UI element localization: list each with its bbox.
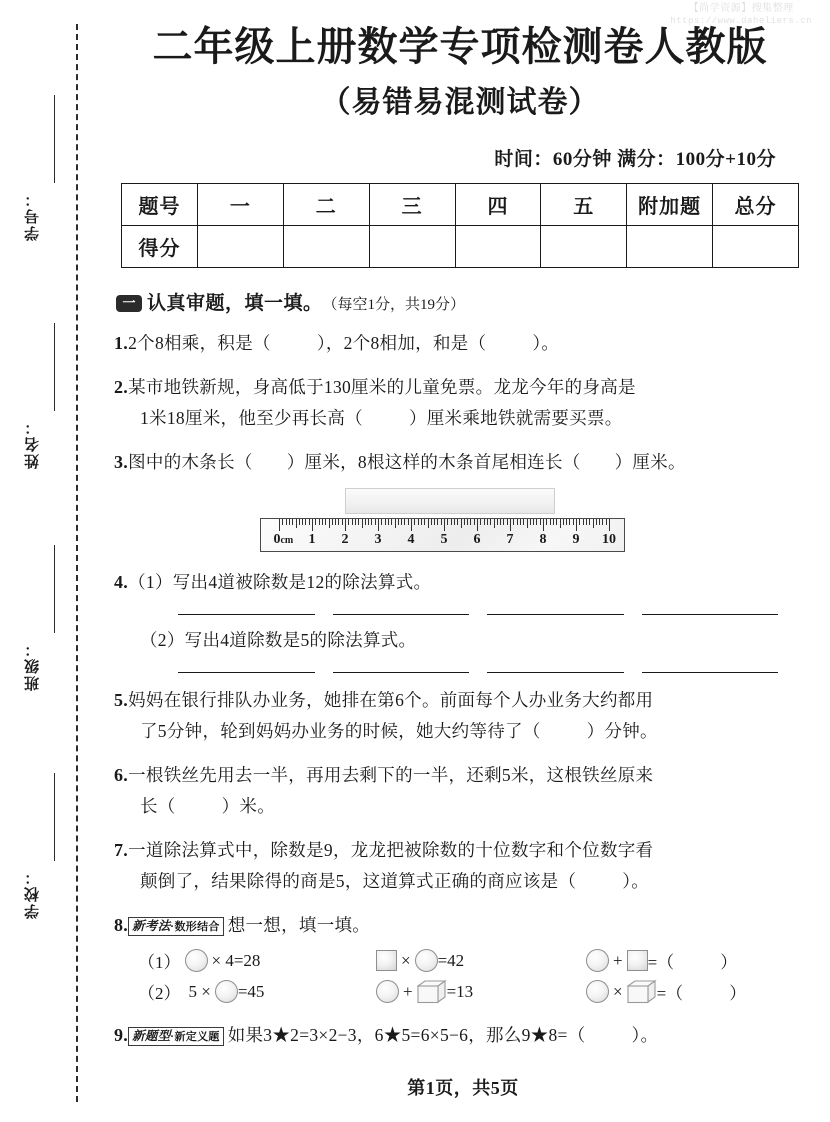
ruler-tick: [348, 519, 349, 525]
question-5-text-a: 了5分钟，轮到妈妈办业务的时候，她大约等待了（: [140, 721, 541, 741]
question-number: 1.: [114, 333, 129, 353]
question-1-text-a: 2个8相乘，积是（: [128, 333, 271, 353]
cube-shape-icon: [627, 980, 657, 1004]
ruler-tick: [355, 519, 356, 525]
ruler-tick: [527, 519, 528, 528]
ruler-tick: [437, 519, 438, 525]
equation-2-3-end: ）: [729, 984, 747, 1003]
ruler-tick: [329, 519, 330, 528]
ruler-tick: [464, 519, 465, 525]
ruler-tick: [593, 519, 594, 528]
question-7-text-b: ）。: [622, 871, 650, 891]
question-5-text-b: ）分钟。: [586, 721, 658, 741]
question-2-text-a: 1米18厘米，他至少再长高（: [140, 408, 363, 428]
question-9: [114, 1020, 806, 1051]
question-number: 3.: [114, 452, 129, 472]
question-4-sub-2-row: [114, 625, 806, 656]
ruler-figure: [260, 488, 660, 554]
ruler-tick: [424, 519, 425, 525]
equation-1-3: [586, 948, 806, 973]
equation-2-3-tail: =（: [656, 984, 684, 1003]
ruler-tick: [533, 519, 534, 525]
ruler-tick: [319, 519, 320, 525]
ruler-tick: [322, 519, 323, 525]
sub-label: （1）: [138, 953, 181, 972]
ruler-tick: [609, 519, 610, 531]
question-8-tag: [128, 917, 224, 936]
equation-1-3-mid: +: [613, 950, 623, 970]
circle-shape-icon: [586, 980, 609, 1003]
question-2-line-1: 某市地铁新规，身高低于130厘米的儿童免票。龙龙今年的身高是: [128, 377, 636, 397]
score-table-rowlabel-defen: 得分: [122, 226, 198, 268]
ruler-tick: [474, 519, 475, 525]
ruler-tick: [487, 519, 488, 525]
question-8-title: 想一想，填一填。: [227, 915, 371, 935]
score-table-col-1: 一: [198, 184, 284, 226]
question-9-tag: [128, 1027, 224, 1046]
answer-rule[interactable]: [333, 672, 470, 673]
question-4: [114, 567, 806, 598]
ruler-tick: [550, 519, 551, 525]
ruler-tick: [434, 519, 435, 525]
ruler-ticks: [279, 519, 609, 531]
question-2: [114, 372, 806, 434]
question-number: 2.: [114, 377, 129, 397]
ruler-tick: [447, 519, 448, 525]
question-9-text-a: 如果3★2=3×2−3，6★5=6×5−6，那么9★8=（: [227, 1025, 586, 1045]
answer-rule[interactable]: [178, 614, 315, 615]
ruler-tick: [444, 519, 445, 531]
table-row: [122, 184, 799, 226]
ruler-tick: [510, 519, 511, 531]
ruler-tick: [342, 519, 343, 525]
ruler-tick: [365, 519, 366, 525]
ruler-tick: [523, 519, 524, 525]
ruler-tick: [421, 519, 422, 525]
score-cell-1[interactable]: [198, 226, 284, 268]
ruler-tick: [358, 519, 359, 525]
ruler-tick: [451, 519, 452, 525]
equation-1-1-tail: × 4=28: [211, 950, 261, 970]
ruler-tick: [500, 519, 501, 525]
circle-shape-icon: [586, 949, 609, 972]
ruler-label-10: 10: [602, 532, 616, 547]
ruler-label-2: 2: [341, 532, 349, 547]
score-cell-4[interactable]: [455, 226, 541, 268]
answer-rule[interactable]: [487, 672, 624, 673]
equation-row-1: [114, 948, 806, 973]
question-7-line-1: 一道除法算式中，除数是9，龙龙把被除数的十位数字和个位数字看: [128, 840, 654, 860]
score-table-col-bonus: 附加题: [627, 184, 713, 226]
ruler-tick: [292, 519, 293, 525]
ruler-tick: [335, 519, 336, 525]
score-cell-2[interactable]: [283, 226, 369, 268]
question-number: 6.: [114, 765, 129, 785]
tag-part-type: 考法: [144, 919, 171, 933]
question-8: [114, 910, 806, 941]
margin-label: 姓名：: [24, 418, 41, 469]
ruler-tick: [589, 519, 590, 525]
score-table-col-5: 五: [541, 184, 627, 226]
equation-1-2-tail: =42: [437, 950, 465, 970]
question-4-answer-lines-2: [178, 672, 778, 673]
question-number: 7.: [114, 840, 129, 860]
ruler-tick: [414, 519, 415, 525]
ruler-tick: [418, 519, 419, 525]
answer-rule[interactable]: [642, 672, 779, 673]
ruler-label-4: 4: [407, 532, 415, 547]
question-3-text-a: 图中的木条长（: [128, 452, 253, 472]
question-1-text-c: ）。: [532, 333, 560, 353]
question-2-text-b: ）厘米乘地铁就需要买票。: [408, 408, 623, 428]
ruler-number-labels: [261, 531, 626, 553]
ruler-tick: [408, 519, 409, 525]
equation-row-2: [114, 979, 806, 1004]
question-8-equations: [114, 948, 806, 1004]
equation-2-2-tail: =13: [446, 981, 474, 1001]
ruler-tick: [282, 519, 283, 525]
question-7: [114, 835, 806, 897]
answer-rule[interactable]: [333, 614, 470, 615]
question-3: [114, 447, 806, 478]
question-1: [114, 328, 806, 359]
ruler-tick: [503, 519, 504, 525]
ruler-tick: [596, 519, 597, 525]
ruler-tick: [553, 519, 554, 525]
ruler-tick: [362, 519, 363, 528]
question-number: 9.: [114, 1025, 129, 1045]
ruler-label-7: 7: [506, 532, 514, 547]
ruler-tick: [381, 519, 382, 525]
answer-rule[interactable]: [642, 614, 779, 615]
ruler-tick: [454, 519, 455, 525]
write-line: [54, 773, 55, 861]
ruler-tick: [507, 519, 508, 525]
answer-rule[interactable]: [178, 672, 315, 673]
question-4-sub-1: （1）写出4道被除数是12的除法算式。: [128, 572, 432, 592]
page-subtitle: （易错易混测试卷）: [320, 86, 600, 119]
question-6-line-2: [114, 791, 806, 822]
square-shape-icon: [376, 950, 397, 971]
ruler-tick: [315, 519, 316, 525]
ruler-tick: [305, 519, 306, 525]
margin-label: 学号：: [24, 190, 41, 241]
ruler-label-6: 6: [473, 532, 481, 547]
ruler-tick: [385, 519, 386, 525]
watermark-url: https://www.daheliers.cn: [670, 16, 812, 26]
ruler-tick: [279, 519, 280, 531]
score-table-col-2: 二: [283, 184, 369, 226]
margin-label: 班级：: [24, 640, 41, 691]
equation-1-1: [138, 948, 376, 973]
ruler-label-9: 9: [572, 532, 580, 547]
ruler-tick: [312, 519, 313, 531]
ruler-tick: [388, 519, 389, 525]
score-table: [121, 183, 799, 268]
answer-rule[interactable]: [487, 614, 624, 615]
ruler-tick: [404, 519, 405, 525]
ruler-tick: [520, 519, 521, 525]
question-number: 8.: [114, 915, 129, 935]
section-number-badge: 一: [116, 295, 142, 312]
ruler-tick: [352, 519, 353, 525]
ruler-tick: [289, 519, 290, 525]
circle-shape-icon: [415, 949, 438, 972]
ruler-tick: [560, 519, 561, 528]
score-table-rowlabel-tihao: 题号: [122, 184, 198, 226]
ruler-tick: [599, 519, 600, 525]
tag-part-detail: ·数形结合: [170, 921, 220, 933]
ruler-tick: [543, 519, 544, 531]
ruler-tick: [606, 519, 607, 525]
ruler-tick: [477, 519, 478, 531]
ruler-tick: [536, 519, 537, 525]
write-line: [54, 545, 55, 633]
question-7-text-a: 颠倒了，结果除得的商是5，这道算式正确的商应该是（: [140, 871, 577, 891]
ruler-tick: [484, 519, 485, 525]
ruler-tick: [398, 519, 399, 525]
ruler-tick: [309, 519, 310, 525]
equation-2-3: [586, 979, 806, 1004]
sub-label: （2）: [138, 984, 181, 1003]
ruler-tick: [431, 519, 432, 525]
ruler-tick: [586, 519, 587, 525]
section-note: （每空1分，共19分）: [322, 297, 466, 313]
question-9-text-b: ）。: [631, 1025, 659, 1045]
ruler-tick: [480, 519, 481, 525]
equation-1-3-tail: =（: [647, 953, 675, 972]
ruler-tick: [302, 519, 303, 525]
question-6-text-a: 长（: [140, 796, 176, 816]
score-cell-bonus[interactable]: [627, 226, 713, 268]
write-line: [54, 95, 55, 183]
watermark-line-1: 【尚学资源】搜集整理: [688, 3, 794, 14]
ruler-tick: [325, 519, 326, 525]
question-4-answer-lines-1: [178, 614, 778, 615]
equation-2-1-head: 5 ×: [188, 981, 211, 1001]
score-table-col-total: 总分: [713, 184, 799, 226]
ruler-tick: [573, 519, 574, 525]
ruler-tick: [583, 519, 584, 525]
tag-part-new: 新: [132, 919, 145, 933]
ruler-tick: [375, 519, 376, 525]
ruler-tick: [441, 519, 442, 525]
circle-shape-icon: [185, 949, 208, 972]
ruler-tick: [513, 519, 514, 525]
square-shape-icon: [627, 950, 648, 971]
ruler-tick: [467, 519, 468, 525]
ruler-tick: [602, 519, 603, 525]
question-2-line-2: [114, 403, 806, 434]
ruler-tick: [296, 519, 297, 528]
fold-dashed-line: [76, 24, 78, 1102]
ruler-tick: [540, 519, 541, 525]
ruler-tick: [411, 519, 412, 531]
ruler-tick: [286, 519, 287, 525]
ruler-tick: [569, 519, 570, 525]
ruler-tick: [461, 519, 462, 528]
ruler-tick: [395, 519, 396, 528]
wooden-stick: [345, 488, 555, 514]
ruler-tick: [490, 519, 491, 525]
equation-2-2-mid: +: [403, 981, 413, 1001]
ruler-tick: [368, 519, 369, 525]
tag-part-detail: ·新定义题: [170, 1031, 220, 1043]
ruler-tick: [332, 519, 333, 525]
question-6-line-1: 一根铁丝先用去一半，再用去剩下的一半，还剩5米，这根铁丝原来: [128, 765, 654, 785]
ruler-label-0: 0cm: [273, 532, 294, 547]
ruler-tick: [457, 519, 458, 525]
question-5-line-2: [114, 716, 806, 747]
ruler-label-5: 5: [440, 532, 448, 547]
question-number: 5.: [114, 690, 129, 710]
question-7-line-2: [114, 866, 806, 897]
ruler-tick: [345, 519, 346, 531]
ruler-tick: [299, 519, 300, 525]
equation-2-1: [138, 979, 376, 1004]
ruler-tick: [530, 519, 531, 525]
ruler-label-3: 3: [374, 532, 382, 547]
question-number: 4.: [114, 572, 129, 592]
ruler-tick: [556, 519, 557, 525]
equation-1-2-mid: ×: [401, 950, 411, 970]
section-title: 认真审题，填一填。: [147, 293, 323, 314]
section-header: [116, 288, 806, 315]
ruler-tick: [497, 519, 498, 525]
ruler-tick: [428, 519, 429, 528]
question-6-text-b: ）米。: [221, 796, 276, 816]
equation-2-3-mid: ×: [613, 981, 623, 1001]
ruler-tick: [401, 519, 402, 525]
ruler-tick: [391, 519, 392, 525]
cube-shape-icon: [417, 980, 447, 1004]
score-table-col-3: 三: [369, 184, 455, 226]
question-5: [114, 685, 806, 747]
tag-part-type: 题型: [144, 1029, 171, 1043]
question-4-sub-2: （2）写出4道除数是5的除法算式。: [140, 630, 417, 650]
ruler-body: [260, 518, 625, 552]
ruler-label-8: 8: [539, 532, 547, 547]
question-6: [114, 760, 806, 822]
ruler-tick: [371, 519, 372, 525]
question-5-line-1: 妈妈在银行排队办业务，她排在第6个。前面每个人办业务大约都用: [128, 690, 654, 710]
equation-1-2: [376, 949, 586, 972]
exam-page: [96, 0, 830, 1122]
question-3-text-b: ）厘米，8根这样的木条首尾相连长（: [286, 452, 581, 472]
page-title: 二年级上册数学专项检测卷人教版: [152, 24, 768, 69]
tag-part-new: 新: [132, 1029, 145, 1043]
circle-shape-icon: [376, 980, 399, 1003]
write-line: [54, 323, 55, 411]
ruler-tick: [546, 519, 547, 525]
ruler-tick: [494, 519, 495, 528]
ruler-tick: [470, 519, 471, 525]
page-footer: 第1页，共5页: [407, 1078, 519, 1098]
ruler-label-1: 1: [308, 532, 316, 547]
score-cell-5[interactable]: [541, 226, 627, 268]
ruler-tick: [338, 519, 339, 525]
score-cell-total[interactable]: [713, 226, 799, 268]
ruler-tick: [378, 519, 379, 531]
equation-2-1-tail: =45: [237, 981, 265, 1001]
equation-1-3-end: ）: [720, 953, 738, 972]
margin-label: 学校：: [24, 868, 41, 919]
ruler-tick: [576, 519, 577, 531]
left-binding-margin: [0, 0, 90, 1122]
equation-2-2: [376, 980, 586, 1004]
exam-meta: 时间：60分钟 满分：100分+10分: [494, 149, 776, 170]
ruler-tick: [579, 519, 580, 525]
circle-shape-icon: [215, 980, 238, 1003]
ruler-tick: [563, 519, 564, 525]
question-1-text-b: ），2个8相加，和是（: [316, 333, 487, 353]
table-row: [122, 226, 799, 268]
ruler-tick: [566, 519, 567, 525]
score-table-col-4: 四: [455, 184, 541, 226]
question-3-text-c: ）厘米。: [614, 452, 686, 472]
ruler-tick: [517, 519, 518, 525]
score-cell-3[interactable]: [369, 226, 455, 268]
